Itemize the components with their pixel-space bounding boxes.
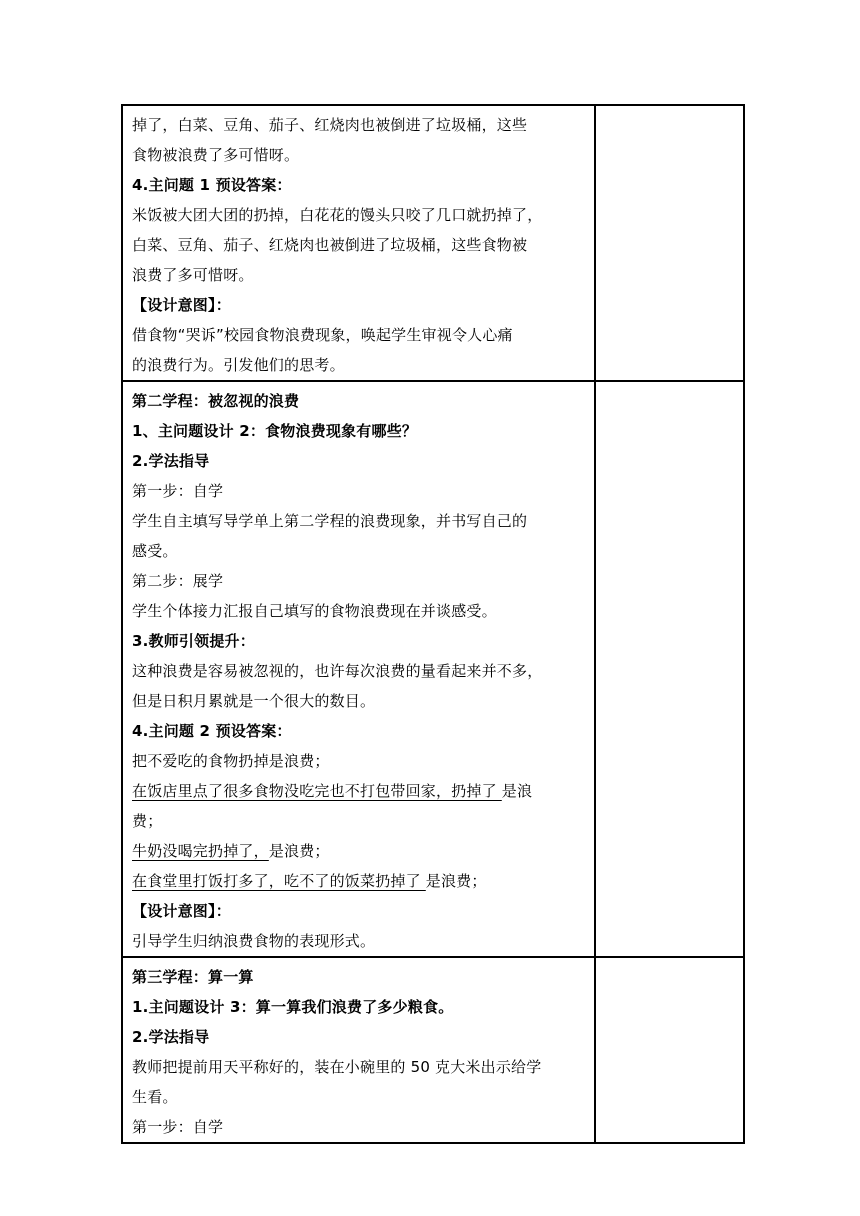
section-title: 第二学程：被忽视的浪费 bbox=[132, 392, 300, 410]
text-line: 的浪费行为。引发他们的思考。 bbox=[132, 356, 345, 374]
text-line: 生看。 bbox=[132, 1088, 178, 1106]
text-line: 但是日积月累就是一个很大的数目。 bbox=[132, 692, 376, 710]
text-line bbox=[132, 836, 586, 866]
underlined-text: 在饭店里点了很多食物没吃完也不打包带回家，扔掉了 bbox=[132, 782, 502, 800]
underlined-text: 牛奶没喝完扔掉了， bbox=[132, 842, 269, 860]
section-heading: 4.主问题 2 预设答案： bbox=[132, 722, 292, 740]
table-row bbox=[122, 105, 744, 381]
text-line: 浪费了多可惜呀。 bbox=[132, 266, 254, 284]
notes-cell bbox=[595, 105, 744, 381]
underlined-text: 在食堂里打饭打多了，吃不了的饭菜扔掉了 bbox=[132, 872, 426, 890]
section-heading: 3.教师引领提升： bbox=[132, 632, 255, 650]
text-span: 是浪费； bbox=[425, 872, 487, 890]
text-span: 是浪费； bbox=[268, 842, 330, 860]
table-row bbox=[122, 957, 744, 1143]
text-line: 米饭被大团大团的扔掉，白花花的馒头只咬了几口就扔掉了， bbox=[132, 206, 543, 224]
lesson-plan-table bbox=[121, 104, 745, 1144]
section-heading: 1、主问题设计 2：食物浪费现象有哪些？ bbox=[132, 422, 418, 440]
text-line: 掉了，白菜、豆角、茄子、红烧肉也被倒进了垃圾桶，这些 bbox=[132, 116, 528, 134]
text-line: 借食物“哭诉”校园食物浪费现象，唤起学生审视令人心痛 bbox=[132, 326, 513, 344]
table-row bbox=[122, 381, 744, 957]
text-line: 把不爱吃的食物扔掉是浪费； bbox=[132, 752, 330, 770]
text-line: 第一步：自学 bbox=[132, 482, 224, 500]
content-cell bbox=[122, 957, 595, 1143]
section-title: 第三学程：算一算 bbox=[132, 968, 254, 986]
text-line: 教师把提前用天平称好的，装在小碗里的 50 克大米出示给学 bbox=[132, 1058, 542, 1076]
content-cell bbox=[122, 105, 595, 381]
section-heading: 1.主问题设计 3：算一算我们浪费了多少粮食。 bbox=[132, 998, 454, 1016]
notes-cell bbox=[595, 381, 744, 957]
notes-cell bbox=[595, 957, 744, 1143]
text-line: 白菜、豆角、茄子、红烧肉也被倒进了垃圾桶，这些食物被 bbox=[132, 236, 528, 254]
section-heading: 2.学法指导 bbox=[132, 1028, 210, 1046]
text-line: 第二步：展学 bbox=[132, 572, 224, 590]
text-line bbox=[132, 866, 586, 896]
section-heading: 4.主问题 1 预设答案： bbox=[132, 176, 292, 194]
text-line: 学生个体接力汇报自己填写的食物浪费现在并谈感受。 bbox=[132, 602, 497, 620]
text-line: 食物被浪费了多可惜呀。 bbox=[132, 146, 300, 164]
design-intent-heading: 【设计意图】： bbox=[132, 902, 231, 920]
section-heading: 2.学法指导 bbox=[132, 452, 210, 470]
text-line: 感受。 bbox=[132, 542, 178, 560]
text-line: 学生自主填写导学单上第二学程的浪费现象，并书写自己的 bbox=[132, 512, 528, 530]
content-cell bbox=[122, 381, 595, 957]
text-line: 这种浪费是容易被忽视的，也许每次浪费的量看起来并不多， bbox=[132, 662, 543, 680]
text-line bbox=[132, 776, 586, 806]
text-line: 费； bbox=[132, 812, 163, 830]
design-intent-heading: 【设计意图】： bbox=[132, 296, 231, 314]
text-line: 引导学生归纳浪费食物的表现形式。 bbox=[132, 932, 376, 950]
text-line: 第一步：自学 bbox=[132, 1118, 224, 1136]
text-span: 是浪 bbox=[501, 782, 533, 800]
